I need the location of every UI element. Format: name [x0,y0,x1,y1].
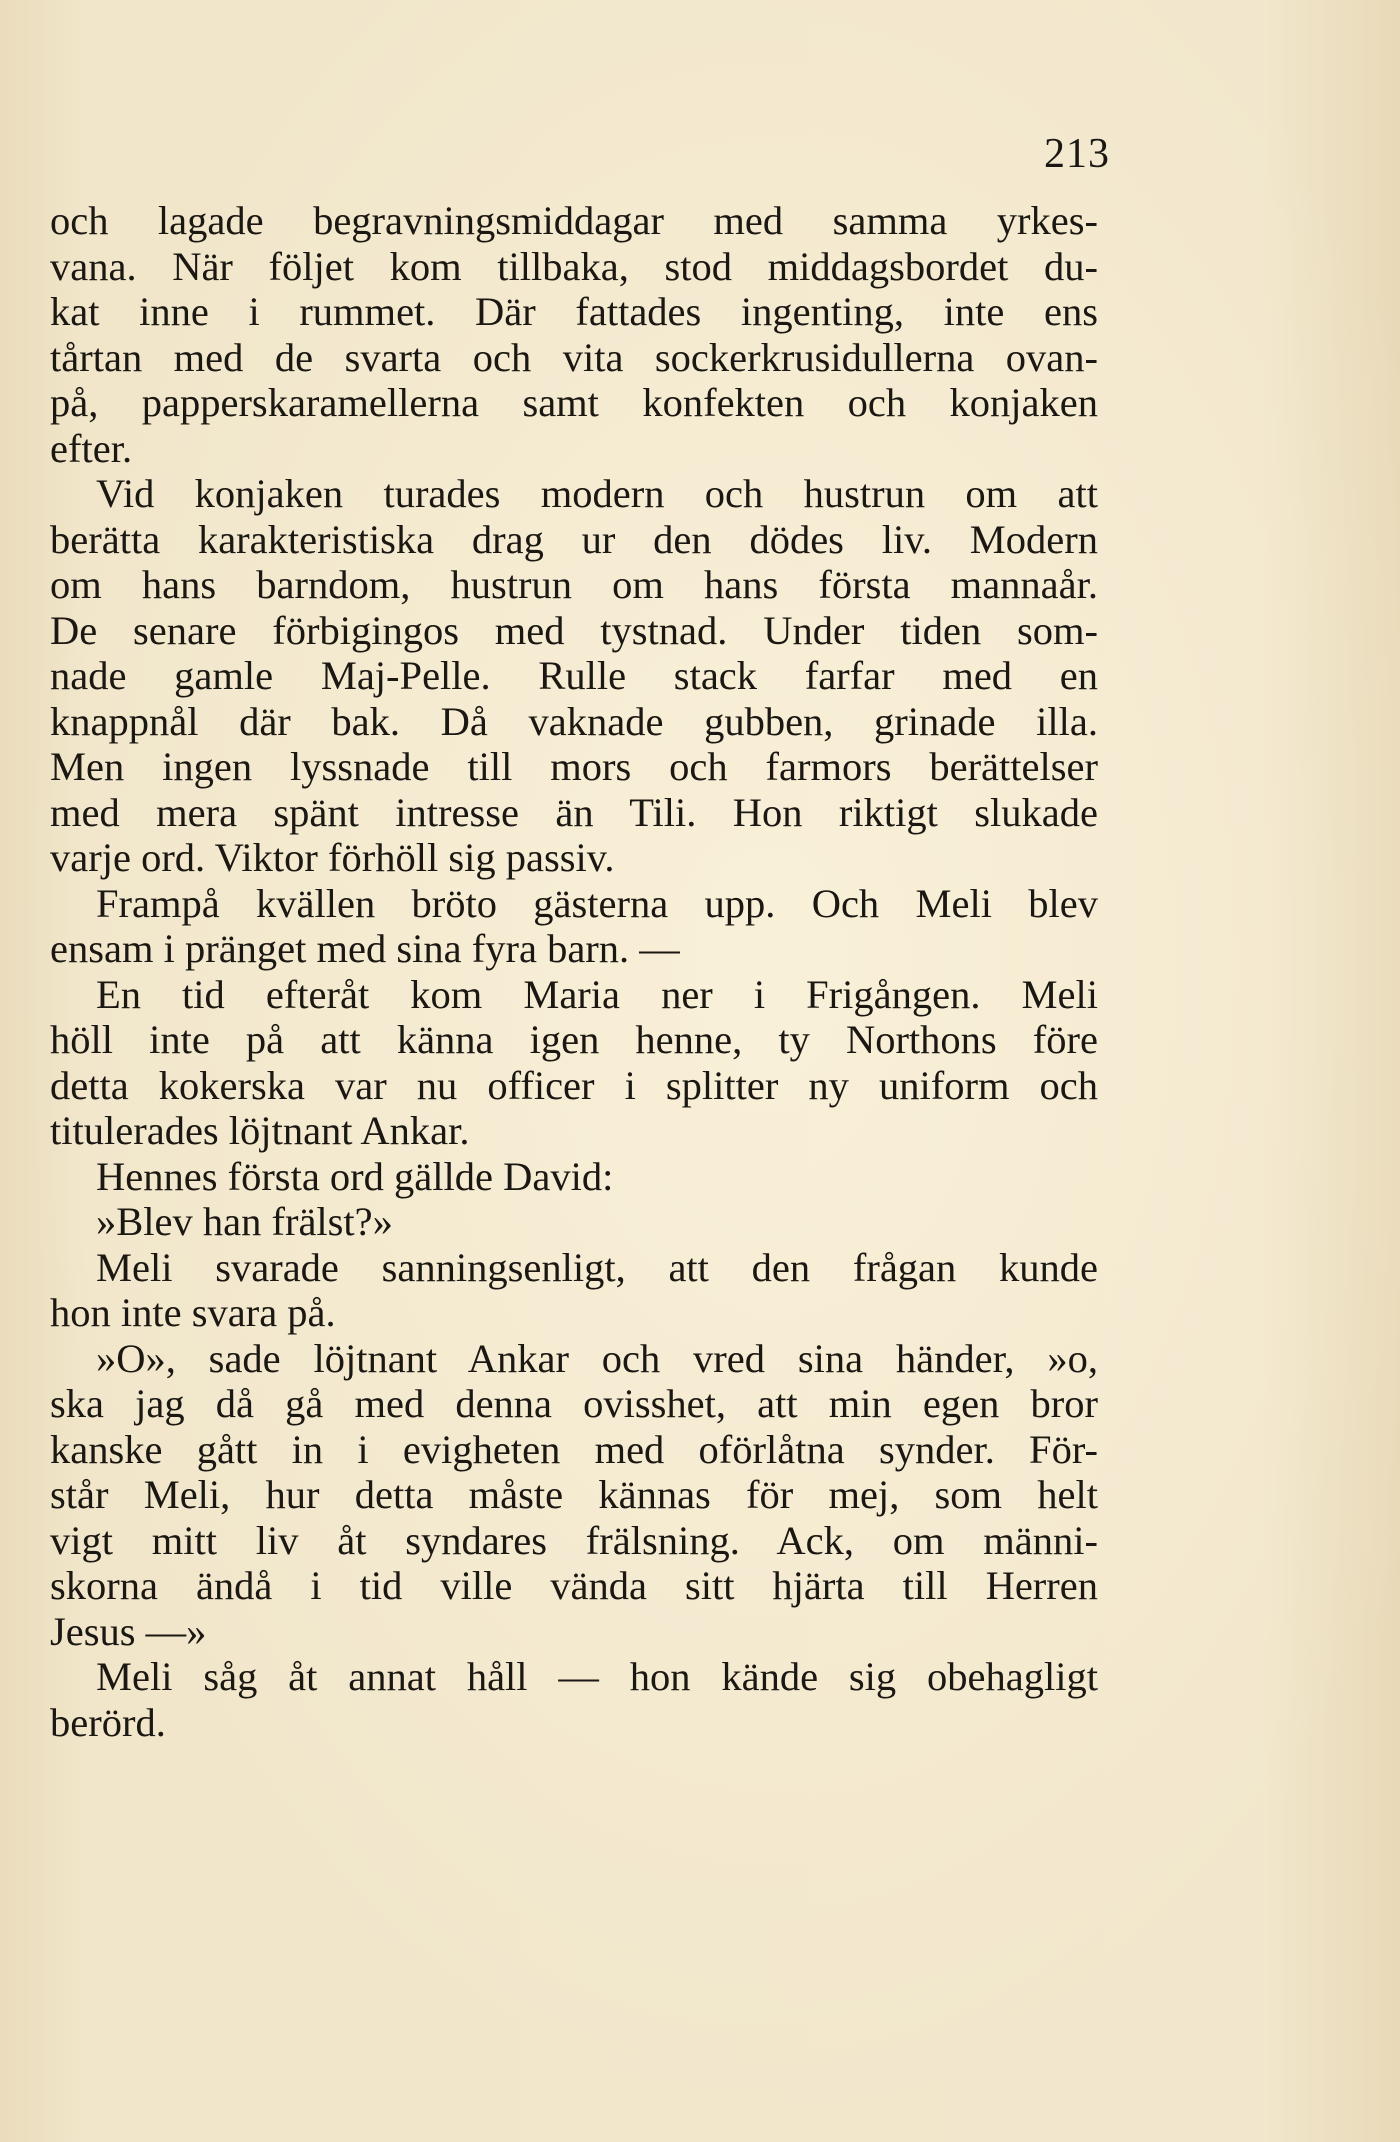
text-line: De senare förbigingos med tystnad. Under tiden som- [50,607,1098,653]
text-line: vana. När följet kom tillbaka, stod middagsbordet du- [50,243,1098,289]
text-line: En tid efteråt kom Maria ner i Frigången. Meli [96,971,1098,1017]
text-line: berörd. [50,1699,166,1745]
text-line: tårtan med de svarta och vita sockerkrusidullerna ovan- [50,334,1098,380]
text-line: efter. [50,425,133,471]
text-line: Jesus —» [50,1608,207,1654]
text-line: Men ingen lyssnade till mors och farmors berättelser [50,744,1098,789]
text-line: vigt mitt liv åt syndares frälsning. Ack, om männi- [50,1517,1098,1563]
text-line: ensam i pränget med sina fyra barn. — [50,926,680,971]
text-line: Frampå kvällen bröto gästerna upp. Och Meli blev [96,880,1098,926]
text-line: berätta karakteristiska drag ur den dödes liv. Modern [50,516,1098,562]
page-number: 213 [1044,131,1110,177]
text-line: »Blev han frälst?» [96,1199,393,1244]
text-line: Hennes första ord gällde David: [96,1153,614,1199]
text-line: skorna ändå i tid ville vända sitt hjärta till Herren [50,1563,1098,1608]
text-line: kat inne i rummet. Där fattades ingenting, inte ens [50,289,1098,334]
text-line: hon inte svara på. [50,1290,336,1335]
text-line: varje ord. Viktor förhöll sig passiv. [50,835,615,880]
text-line: om hans barndom, hustrun om hans första mannaår. [50,562,1098,607]
text-line: »O», sade löjtnant Ankar och vred sina händer, »o, [96,1335,1098,1381]
text-line: kanske gått in i evigheten med oförlåtna synder. För- [50,1426,1098,1472]
text-line: detta kokerska var nu officer i splitter ny uniform och [50,1062,1098,1108]
text-line: ska jag då gå med denna ovisshet, att min egen bror [50,1381,1098,1426]
body-text [50,198,1098,1745]
text-line: Vid konjaken turades modern och hustrun om att [96,471,1098,516]
text-line: Meli såg åt annat håll — hon kände sig obehagligt [96,1654,1098,1699]
text-line: på, papperskaramellerna samt konfekten och konjaken [50,380,1098,425]
text-line: knappnål där bak. Då vaknade gubben, grinade illa. [50,698,1098,744]
text-line: titulerades löjtnant Ankar. [50,1108,470,1153]
text-line: höll inte på att känna igen henne, ty Northons före [50,1017,1098,1062]
text-line: med mera spänt intresse än Tili. Hon riktigt slukade [50,789,1098,835]
text-line: Meli svarade sanningsenligt, att den frågan kunde [96,1244,1098,1290]
text-line: nade gamle Maj-Pelle. Rulle stack farfar med en [50,653,1098,698]
text-line: står Meli, hur detta måste kännas för mej, som helt [50,1472,1098,1517]
text-line: och lagade begravningsmiddagar med samma yrkes- [50,198,1098,243]
